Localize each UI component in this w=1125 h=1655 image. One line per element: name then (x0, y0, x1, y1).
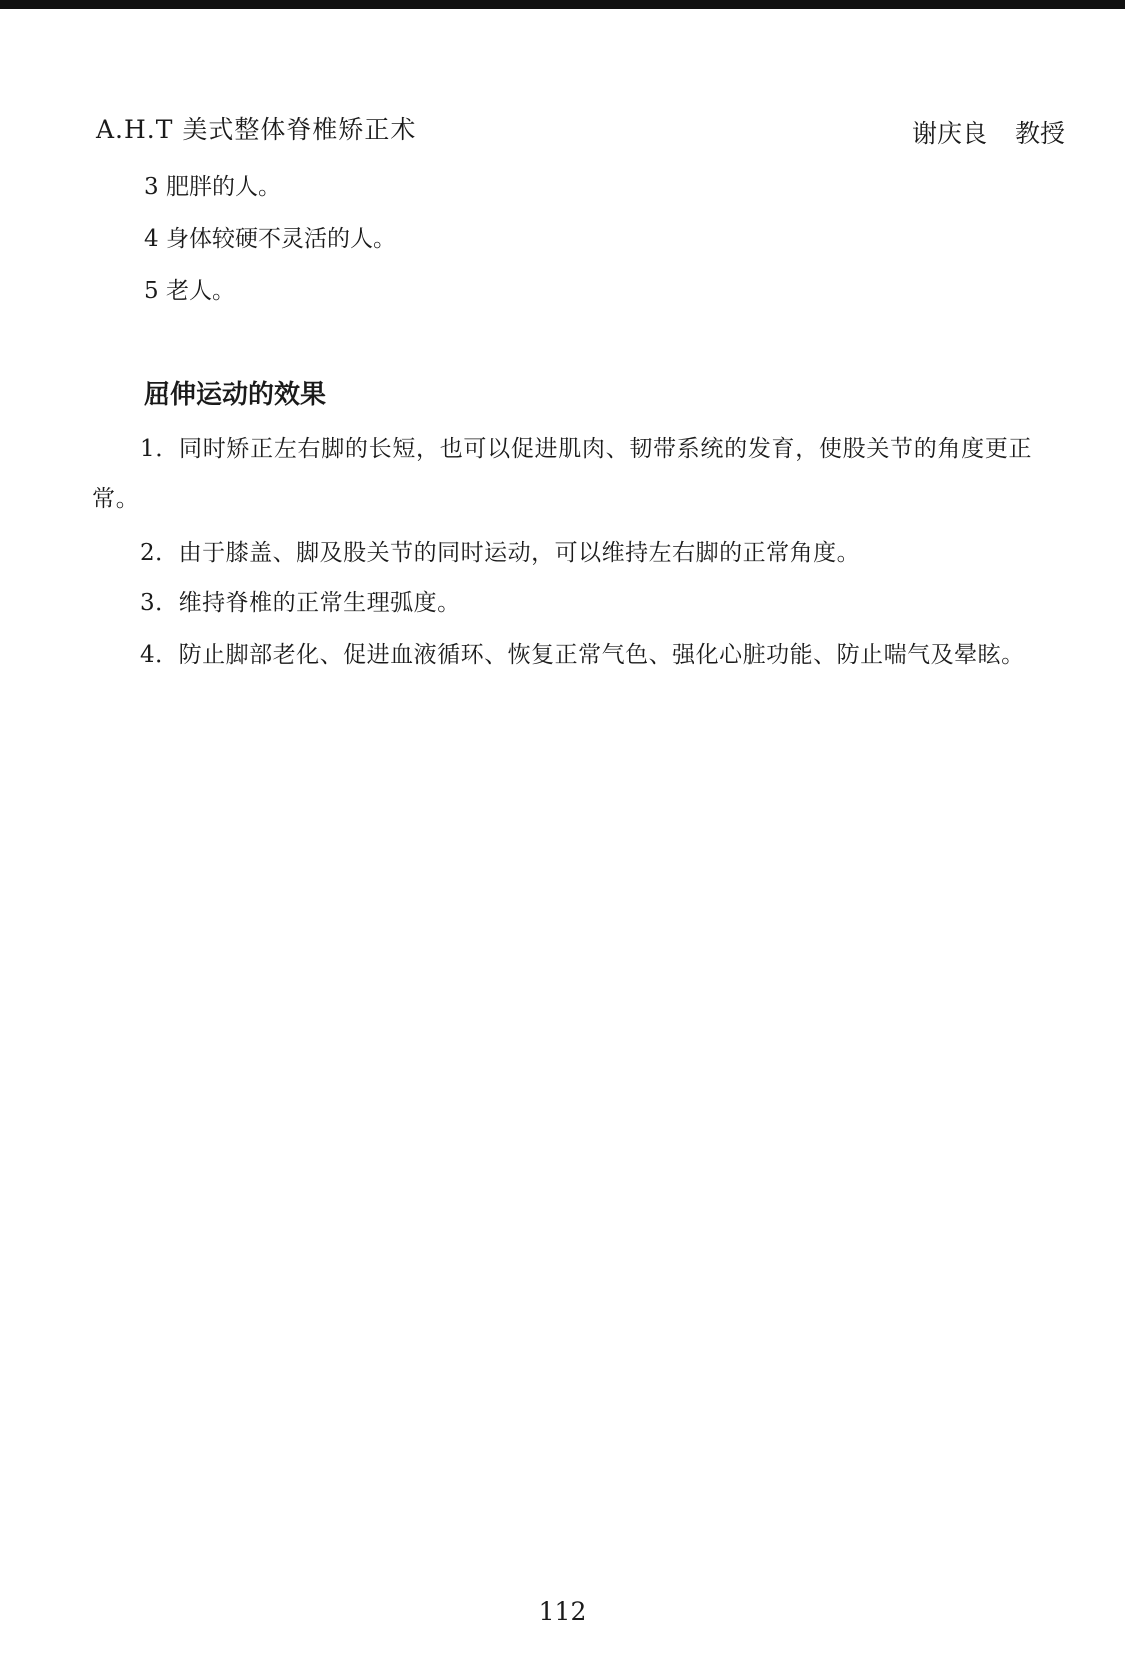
section-heading: 屈伸运动的效果 (144, 380, 327, 410)
list-item: 4 身体较硬不灵活的人。 (144, 226, 396, 252)
author-name: 谢庆良 (911, 119, 987, 148)
running-header-author (912, 114, 1065, 150)
effect-item-1: 1．同时矫正左右脚的长短，也可以促进肌肉、韧带系统的发育，使股关节的角度更正常。 (92, 436, 1033, 512)
effect-item-2: 2．由于膝盖、脚及股关节的同时运动，可以维持左右脚的正常角度。 (140, 540, 861, 566)
running-header-title: A.H.T 美式整体脊椎矫正术 (96, 115, 417, 144)
effect-item-3: 3．维持脊椎的正常生理弧度。 (140, 590, 461, 616)
list-item: 5 老人。 (144, 278, 235, 304)
page-number: 112 (538, 1597, 587, 1626)
author-title: 教授 (1014, 119, 1065, 148)
effect-item-4: 4．防止脚部老化、促进血液循环、恢复正常气色、强化心脏功能、防止喘气及晕眩。 (140, 642, 1025, 668)
list-item: 3 肥胖的人。 (144, 174, 281, 200)
scan-top-border (0, 0, 1125, 9)
